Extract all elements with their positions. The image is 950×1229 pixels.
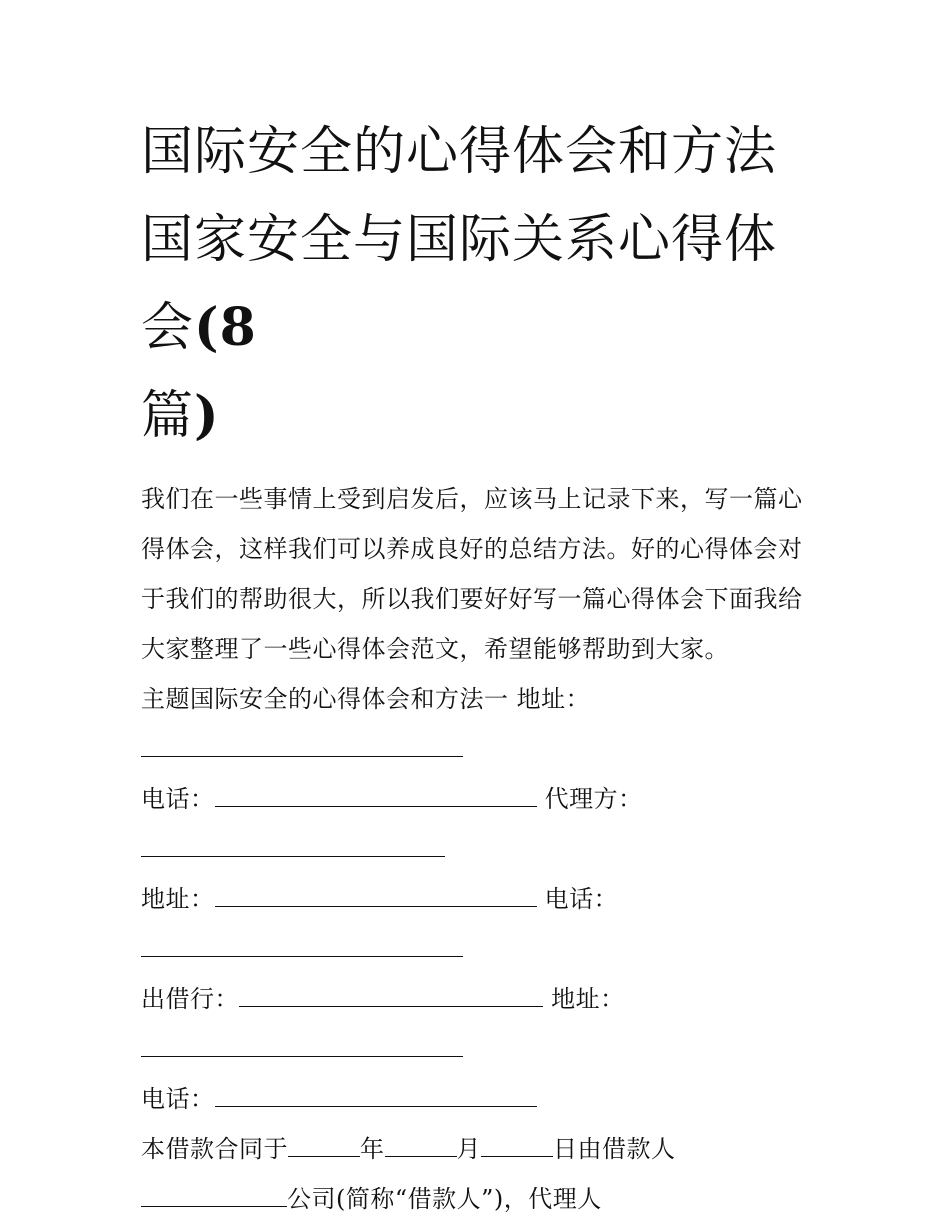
address-blank: [215, 880, 537, 907]
intro-line: 得体会，这样我们可以养成良好的总结方法。好的心得体会对: [141, 535, 803, 563]
subject-line: 主题国际安全的心得体会和方法一 地址：: [141, 685, 591, 713]
day-blank: [481, 1130, 553, 1157]
title-suffix: (8: [194, 297, 257, 358]
address-phone-line: [141, 874, 821, 924]
title-main: 国际安全的心得体会和方法 国家安全与国际关系心得体会: [141, 122, 778, 358]
intro-line: 我们在一些事情上受到启发后，应该马上记录下来，写一篇心: [141, 485, 803, 513]
intro-paragraph: [141, 474, 821, 674]
address-blank: [141, 730, 463, 757]
address-blank-line: [141, 1024, 821, 1074]
intro-line: 大家整理了一些心得体会范文，希望能够帮助到大家。: [141, 635, 729, 663]
phone-blank: [215, 780, 537, 807]
phone-label: 电话：: [141, 785, 215, 813]
address-blank: [141, 1030, 463, 1057]
phone-blank: [215, 1080, 537, 1107]
company-line: [141, 1174, 821, 1224]
title-line3-paren: ): [194, 385, 220, 446]
company-blank: [141, 1180, 287, 1207]
lender-address-line: [141, 974, 821, 1024]
intro-line: 于我们的帮助很大，所以我们要好好写一篇心得体会下面我给: [141, 585, 803, 613]
phone-agent-line: [141, 774, 821, 824]
day-label: 日由借款人: [553, 1135, 676, 1163]
year-label: 年: [360, 1135, 385, 1163]
phone-blank: [141, 930, 463, 957]
phone-blank-line: [141, 924, 821, 974]
company-text: 公司(简称“借款人”)，代理人: [287, 1185, 602, 1213]
phone-label: 电话：: [141, 1085, 215, 1113]
contract-fields: [141, 674, 821, 1224]
year-blank: [288, 1130, 360, 1157]
address-label: 地址：: [551, 985, 625, 1013]
agent-blank-line: [141, 824, 821, 874]
document-title: [141, 108, 821, 460]
month-label: 月: [456, 1135, 481, 1163]
month-blank: [385, 1130, 457, 1157]
address-blank-line: [141, 724, 821, 774]
lender-label: 出借行：: [141, 985, 239, 1013]
phone-line: [141, 1074, 821, 1124]
agent-blank: [141, 830, 445, 857]
document-page: [141, 108, 821, 1224]
phone-label: 电话：: [544, 885, 619, 913]
lender-blank: [239, 980, 543, 1007]
contract-prefix: 本借款合同于: [141, 1135, 288, 1163]
title-line3-cn: 篇: [141, 386, 195, 446]
contract-date-line: [141, 1124, 821, 1174]
address-label: 地址：: [141, 885, 215, 913]
agent-label: 代理方：: [544, 785, 643, 813]
